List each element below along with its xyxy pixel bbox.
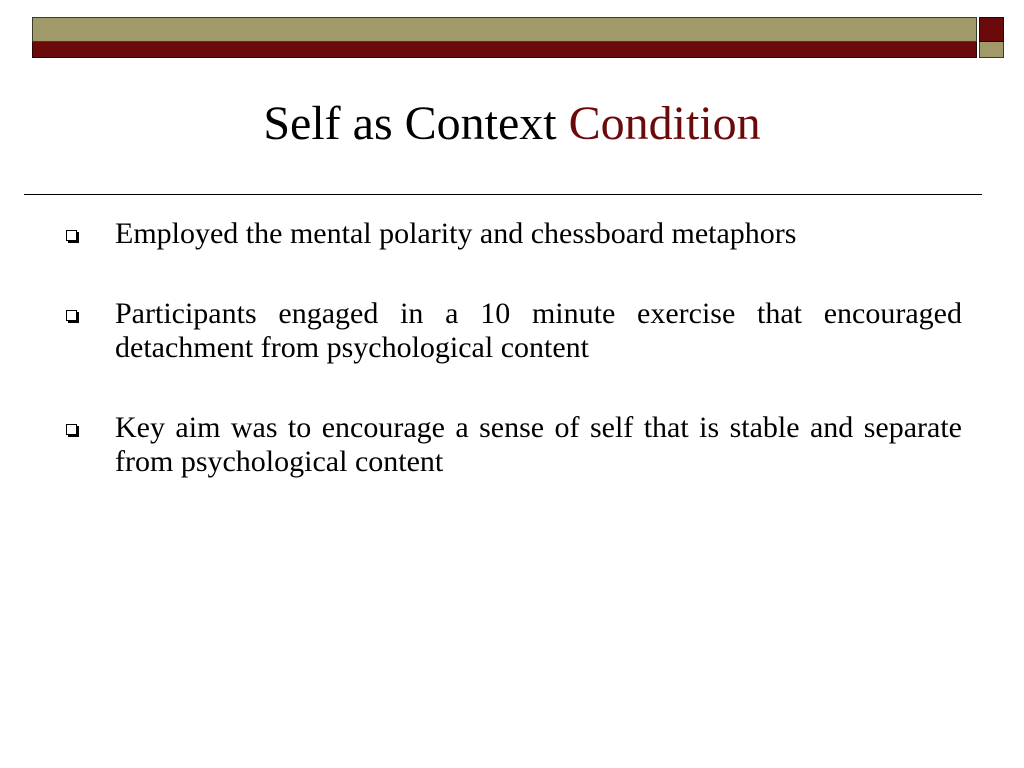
header-olive-square — [979, 42, 1004, 58]
bullet-item — [60, 217, 962, 251]
bullet-text: Key aim was to encourage a sense of self that is stable and separate from psychological content — [115, 411, 962, 478]
header-olive-bar — [32, 17, 977, 42]
hollow-square-bullet-icon — [66, 310, 77, 321]
bullet-text: Employed the mental polarity and chessboard metaphors — [115, 217, 797, 250]
bullet-text: Participants engaged in a 10 minute exercise that encouraged detachment from psychological content — [115, 297, 962, 364]
slide-title-main: Self as Context — [263, 97, 569, 150]
bullet-item — [60, 297, 962, 365]
header-maroon-square — [979, 17, 1004, 42]
header-maroon-bar — [32, 42, 977, 58]
hollow-square-bullet-icon — [66, 424, 77, 435]
slide-title — [0, 96, 1024, 152]
slide-title-accent: Condition — [568, 97, 761, 150]
title-divider — [24, 194, 982, 195]
bullet-list — [60, 217, 962, 525]
bullet-item — [60, 411, 962, 479]
hollow-square-bullet-icon — [66, 230, 77, 241]
